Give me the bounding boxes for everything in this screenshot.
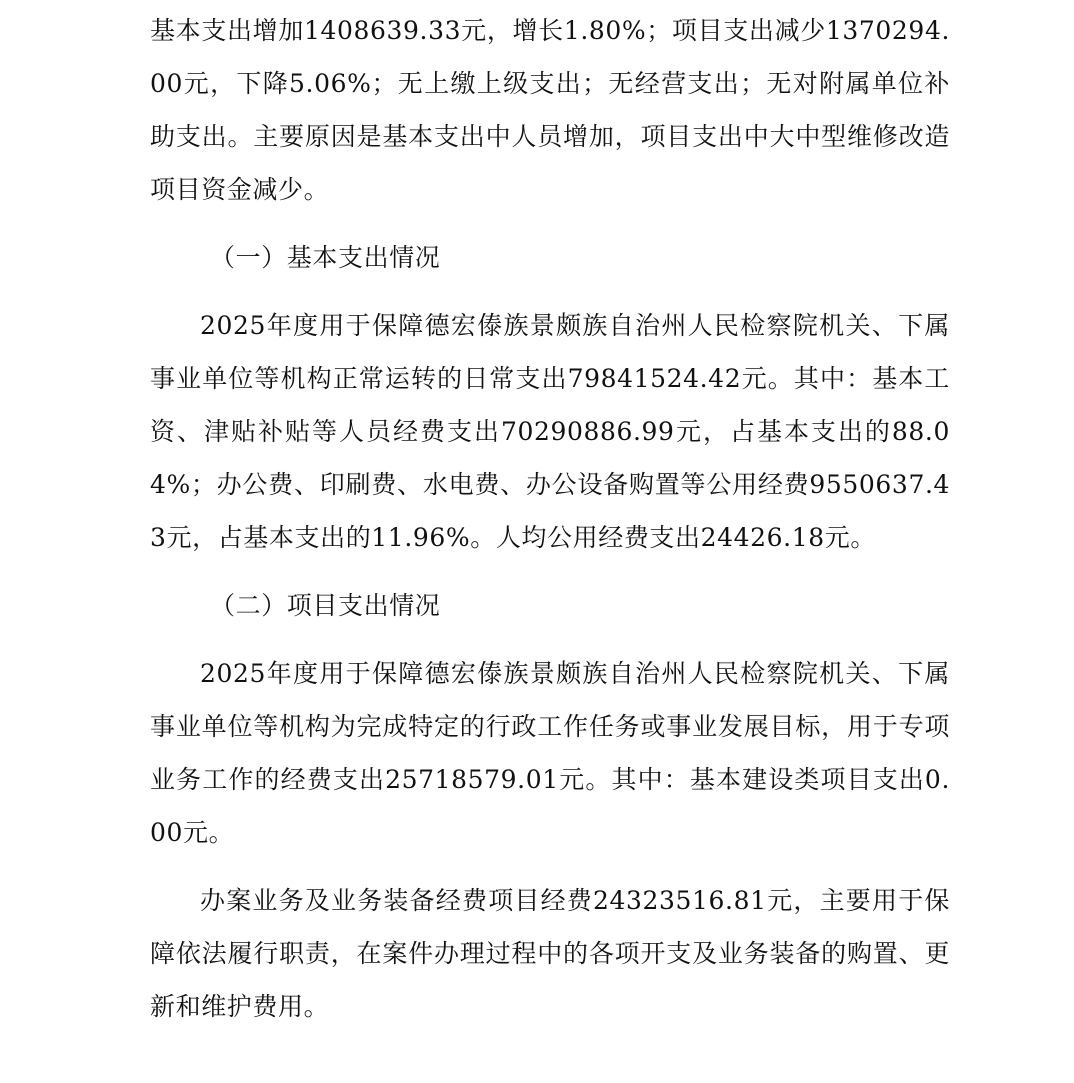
- paragraph-gap: [150, 632, 950, 647]
- paragraph-project-expenditure: 2025年度用于保障德宏傣族景颇族自治州人民检察院机关、下属事业单位等机构为完成特定的行政工作任务或事业发展目标，用于专项业务工作的经费支出25718579.01元。其中：基本建设类项目支出0.00元。: [150, 659, 950, 847]
- document-body: [150, 4, 950, 1033]
- paragraph-gap: [150, 216, 950, 231]
- section-heading-project-expenditure: （二）项目支出情况: [210, 591, 441, 620]
- paragraph-gap: [150, 859, 950, 874]
- paragraph-gap: [150, 564, 950, 579]
- paragraph-expenditure-summary: 基本支出增加1408639.33元，增长1.80%；项目支出减少1370294.00元，下降5.06%；无上缴上级支出；无经营支出；无对附属单位补助支出。主要原因是基本支出中人员增加，项目支出中大中型维修改造项目资金减少。: [150, 16, 950, 204]
- paragraph-case-handling-funds: 办案业务及业务装备经费项目经费24323516.81元，主要用于保障依法履行职责，在案件办理过程中的各项开支及业务装备的购置、更新和维护费用。: [150, 886, 950, 1021]
- paragraph-basic-expenditure: 2025年度用于保障德宏傣族景颇族自治州人民检察院机关、下属事业单位等机构正常运转的日常支出79841524.42元。其中：基本工资、津贴补贴等人员经费支出70290886.99元，占基本支出的88.04%；办公费、印刷费、水电费、办公设备购置等公用经费9550637.43元，占基本支出的11.96%。人均公用经费支出24426.18元。: [150, 311, 950, 552]
- paragraph-gap: [150, 284, 950, 299]
- section-heading-basic-expenditure: （一）基本支出情况: [210, 243, 441, 272]
